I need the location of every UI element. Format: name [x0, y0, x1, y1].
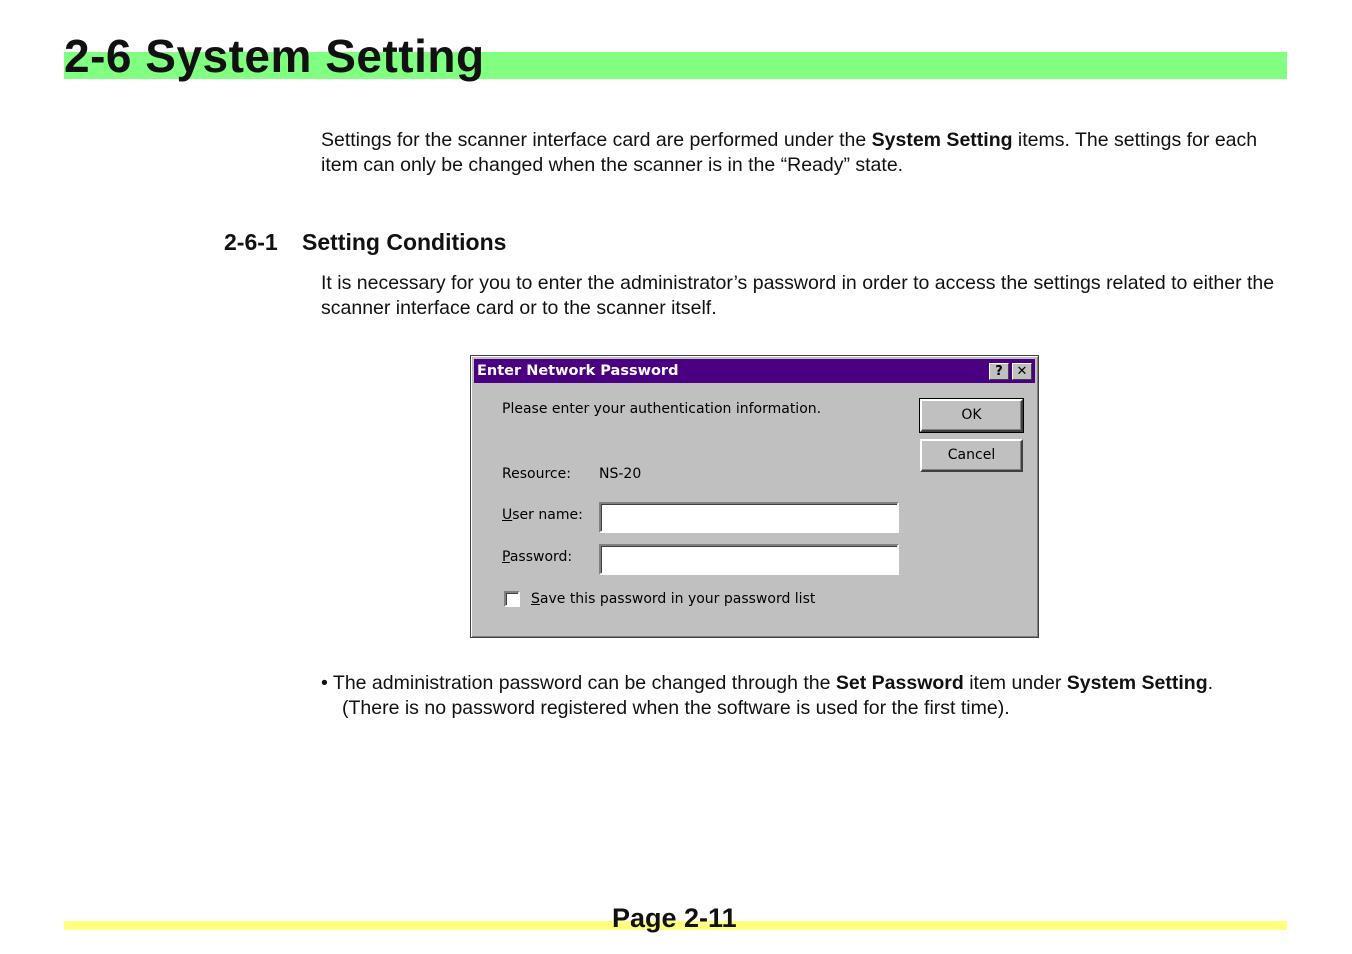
intro-text-1: Settings for the scanner interface card are performed under the	[321, 129, 872, 151]
ok-button[interactable]: OK	[920, 399, 1023, 432]
page-title: 2-6 System Setting	[64, 30, 485, 82]
user-name-label	[502, 507, 583, 523]
note-bold-set-password: Set Password	[835, 672, 964, 694]
note-text-2: item under	[963, 672, 1067, 694]
cancel-button[interactable]: Cancel	[920, 439, 1023, 472]
help-button[interactable]: ?	[989, 363, 1009, 380]
save-password-mnemonic: S	[531, 591, 540, 607]
note-line-1	[321, 671, 1281, 696]
dialog-title: Enter Network Password	[477, 363, 679, 379]
password-mnemonic: P	[502, 549, 510, 565]
resource-value: NS-20	[599, 466, 642, 482]
user-name-mnemonic: U	[502, 507, 513, 523]
page-number: Page 2-11	[612, 903, 737, 933]
note-line-2: (There is no password registered when the software is used for the first time).	[342, 697, 1010, 719]
dialog-titlebar[interactable]	[474, 359, 1035, 383]
save-password-checkbox[interactable]	[504, 591, 520, 607]
section-heading	[224, 227, 506, 257]
note-paragraph	[321, 671, 1281, 721]
note-text-1: The administration password can be changed through the	[332, 672, 836, 694]
section-number: 2-6-1	[224, 229, 278, 255]
note-bullet: •	[321, 672, 333, 694]
section-body-paragraph: It is necessary for you to enter the administrator’s password in order to access the settings related to either the scanner interface card or to the scanner itself.	[321, 272, 1275, 319]
network-password-dialog	[470, 355, 1039, 638]
password-input[interactable]	[599, 544, 899, 575]
intro-paragraph	[321, 128, 1281, 178]
password-label-text: assword:	[509, 549, 573, 565]
save-password-label-text: ave this password in your password list	[539, 591, 816, 607]
resource-label: Resource:	[502, 466, 571, 482]
note-text-3: .	[1207, 672, 1214, 694]
user-name-label-text: ser name:	[512, 507, 583, 523]
note-bold-system-setting: System Setting	[1066, 672, 1208, 694]
save-password-label[interactable]	[531, 591, 815, 607]
user-name-input[interactable]	[599, 502, 899, 533]
intro-bold-system-setting: System Setting	[871, 129, 1013, 151]
dialog-prompt: Please enter your authentication information.	[502, 401, 822, 417]
intro-text-2: items. The settings for each item can only be changed when the scanner is in the “Ready” state.	[321, 129, 1258, 176]
close-button[interactable]: ✕	[1012, 363, 1032, 380]
password-label	[502, 549, 572, 565]
section-title: Setting Conditions	[302, 229, 507, 255]
